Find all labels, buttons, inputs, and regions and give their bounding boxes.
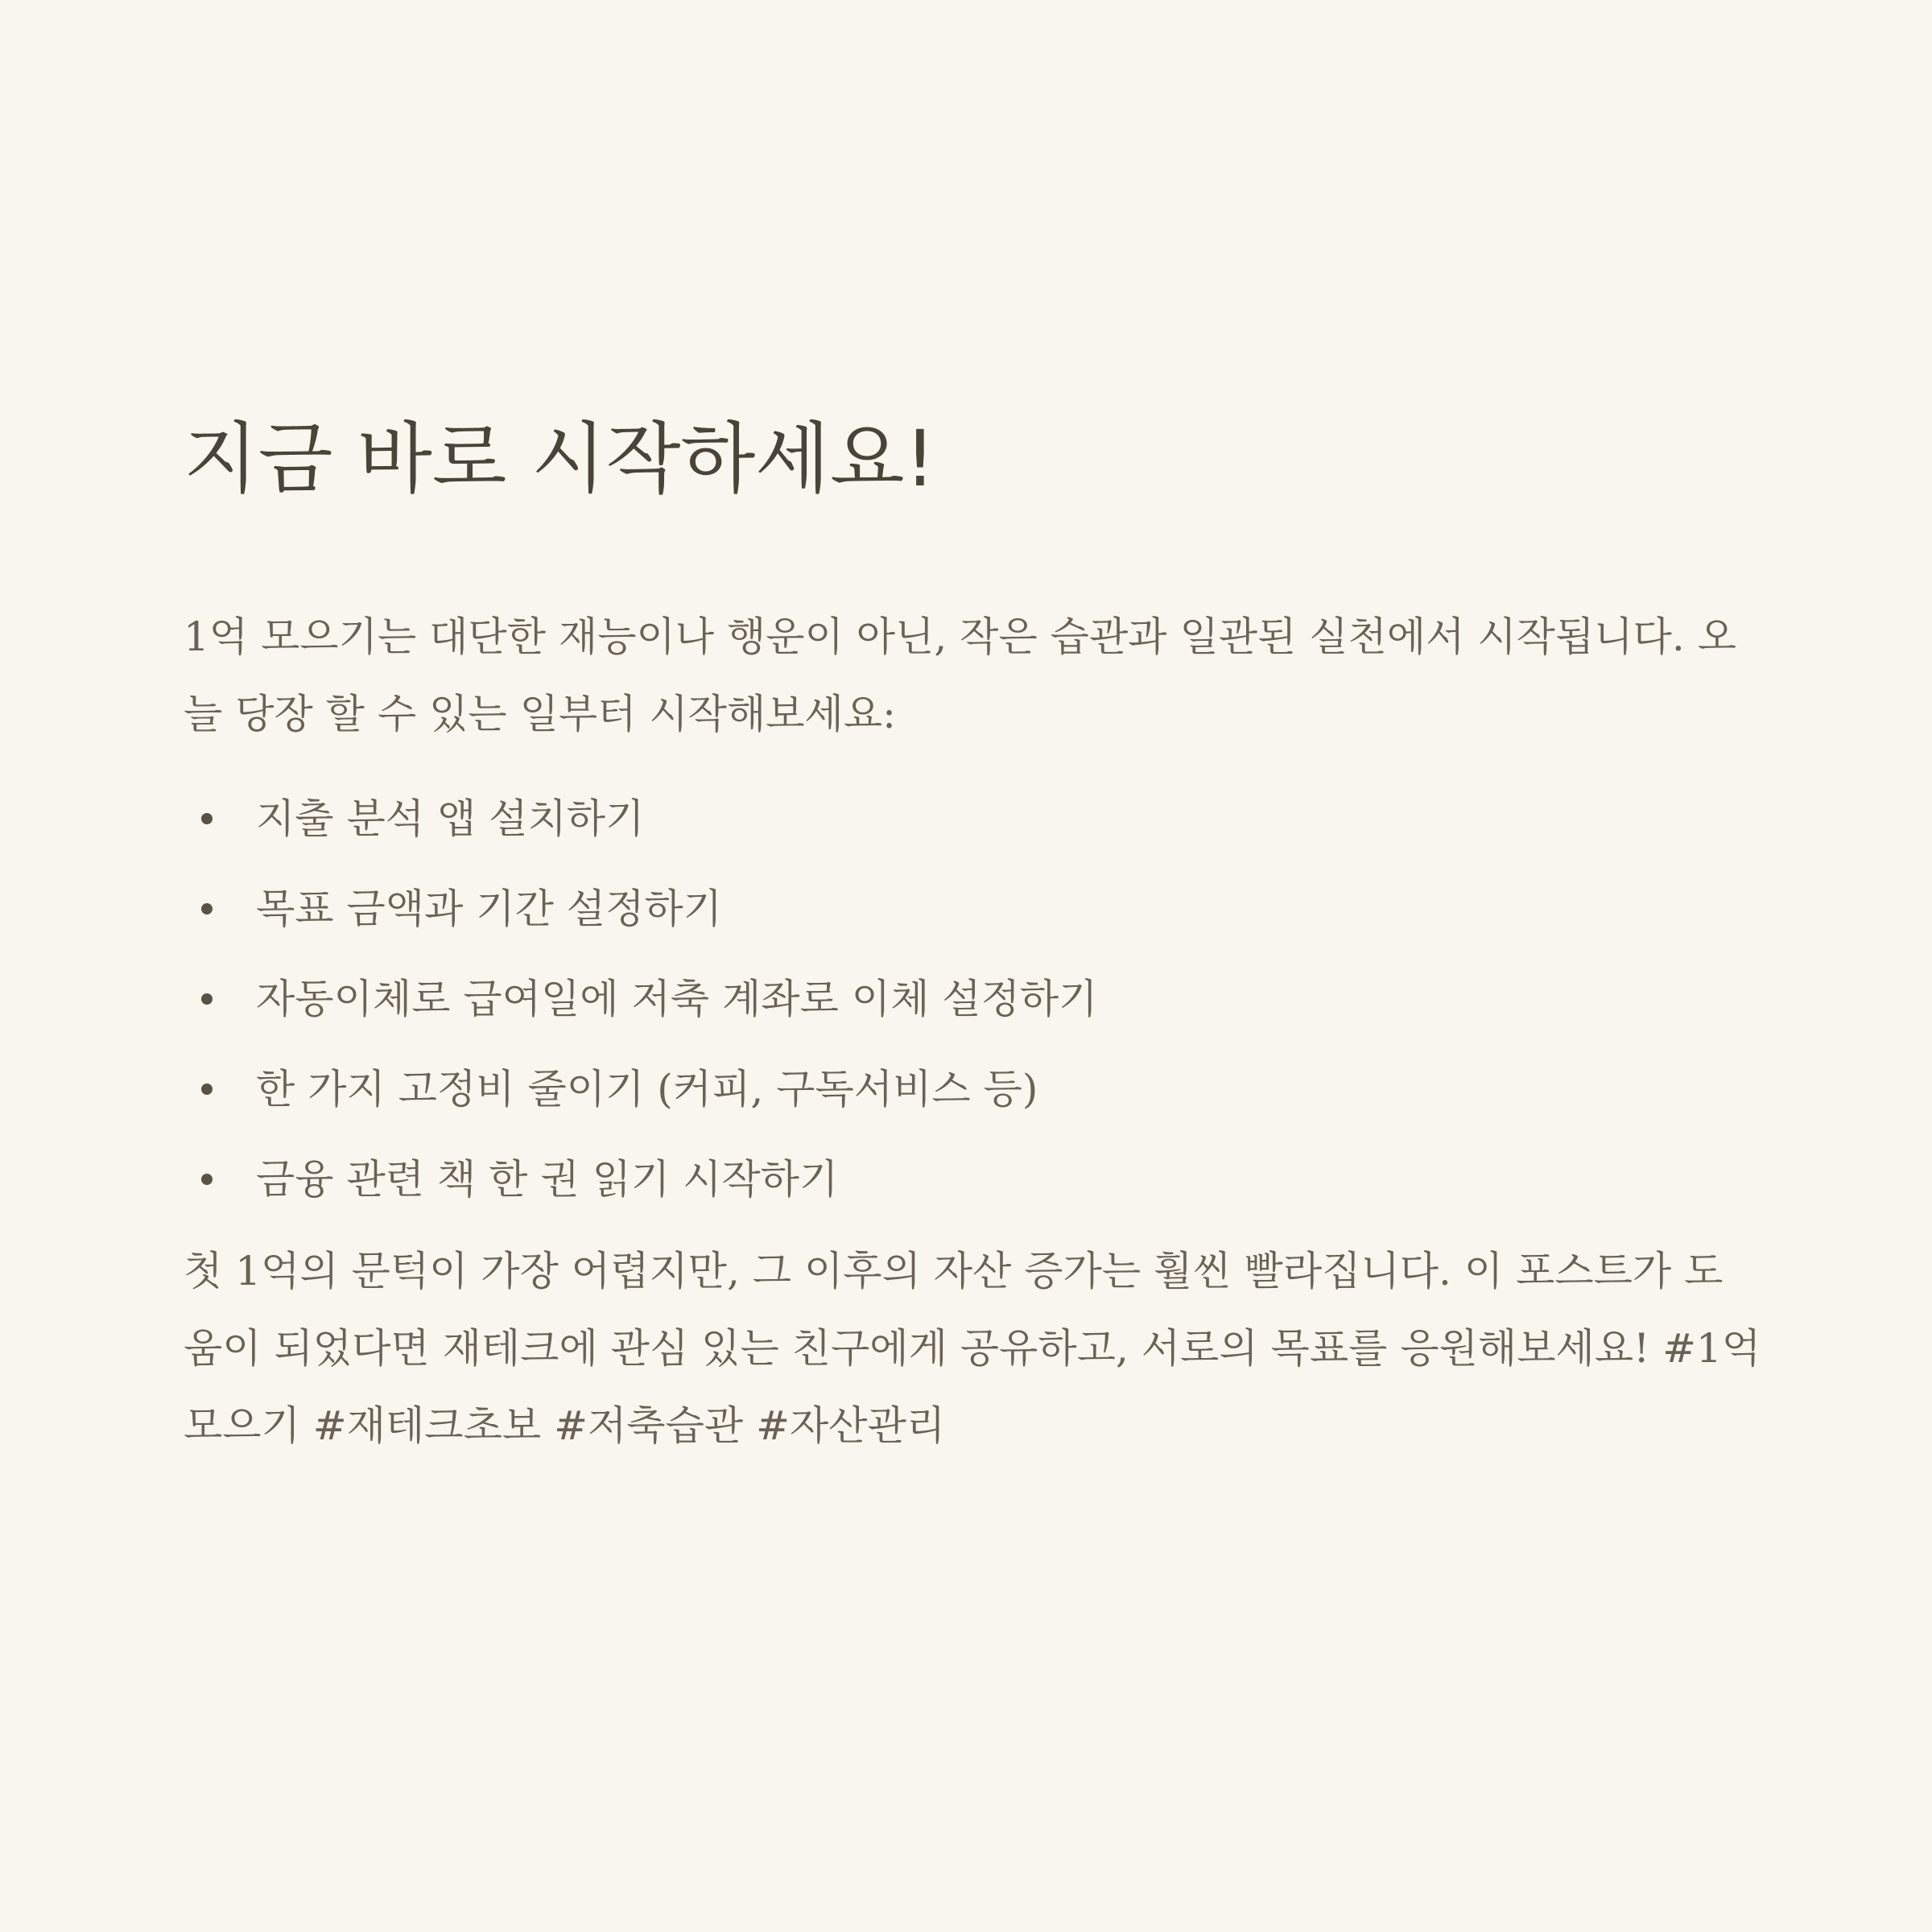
list-item [184, 864, 1761, 954]
list-item [184, 1134, 1761, 1224]
list-item-text: 금융 관련 책 한 권 읽기 시작하기 [256, 1156, 839, 1203]
page-title: 지금 바로 시작하세요! [184, 414, 936, 504]
bullet-icon [201, 1084, 213, 1095]
bullet-icon [201, 903, 213, 914]
bullet-icon [201, 1174, 213, 1185]
bullet-icon [201, 993, 213, 1005]
content-card [184, 407, 1761, 1464]
list-item-text: 한 가지 고정비 줄이기 (커피, 구독서비스 등) [256, 1066, 1038, 1113]
list-item-text: 목표 금액과 기간 설정하기 [256, 886, 722, 932]
list-item [184, 774, 1761, 864]
bullet-icon [201, 813, 213, 824]
list-item-text: 자동이체로 급여일에 저축 계좌로 이체 설정하기 [256, 976, 1098, 1022]
action-list [184, 774, 1761, 1224]
closing-paragraph: 첫 1억의 문턱이 가장 어렵지만, 그 이후의 자산 증가는 훨씬 빨라집니다. 이 포스트가 도움이 되었다면 재테크에 관심 있는 친구에게 공유하고, 서로의 목표를 응원해보세요! #1억모으기 #재테크초보 #저축습관 #자산관리 [184, 1248, 1761, 1449]
list-item-text: 지출 분석 앱 설치하기 [256, 795, 645, 842]
list-item [184, 1044, 1761, 1134]
intro-paragraph: 1억 모으기는 대단한 재능이나 행운이 아닌, 작은 습관과 일관된 실천에서 시작됩니다. 오늘 당장 할 수 있는 일부터 시작해보세요: [184, 613, 1736, 737]
list-item [184, 954, 1761, 1044]
